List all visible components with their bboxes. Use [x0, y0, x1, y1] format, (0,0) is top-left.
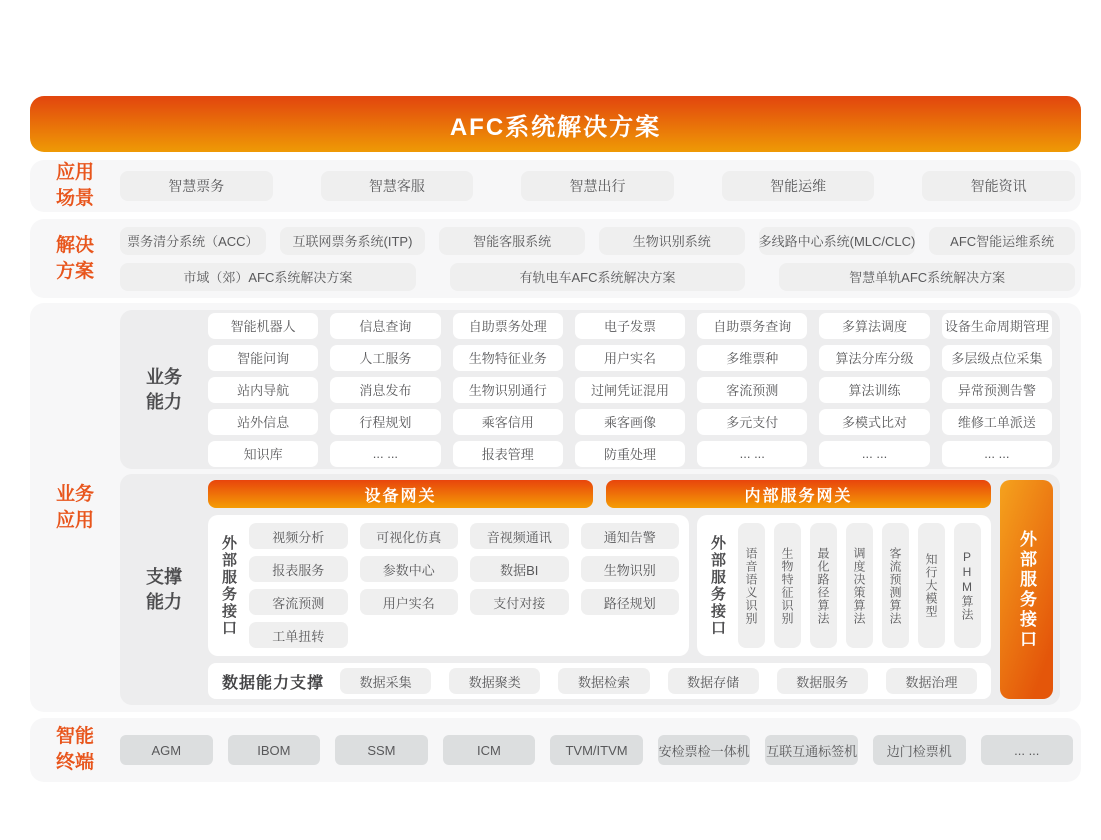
- panel-support-capability: [120, 474, 1060, 705]
- terminal-pill: SSM: [335, 735, 428, 765]
- terminal-pill: 安检票检一体机: [658, 735, 751, 765]
- terminal-pill-strip: [120, 735, 1081, 765]
- capability-pill: 用户实名: [575, 345, 685, 371]
- business-capability-label: 业务 能力: [146, 367, 182, 412]
- solutions-row-2: [120, 263, 1075, 291]
- capability-pill: 防重处理: [575, 441, 685, 467]
- business-application-content: [120, 303, 1081, 712]
- capability-pill: ... ...: [942, 441, 1052, 467]
- solution-pill: 有轨电车AFC系统解决方案: [450, 263, 746, 291]
- solution-pill: 票务清分系统（ACC）: [120, 227, 266, 255]
- external-service-pill: 客流预测: [249, 589, 348, 615]
- solution-pill: 智慧单轨AFC系统解决方案: [779, 263, 1075, 291]
- algorithm-pill: 客流预测算法: [882, 523, 909, 648]
- external-service-interface-side-bar: 外部服务接口: [1000, 480, 1053, 699]
- external-service-pill: 支付对接: [470, 589, 569, 615]
- capability-pill: 知识库: [208, 441, 318, 467]
- algorithm-service-label: 外部服务接口: [709, 534, 726, 637]
- business-capability-grid: [208, 313, 1060, 467]
- solution-pill: 互联网票务系统(ITP): [280, 227, 426, 255]
- capability-pill: 智能机器人: [208, 313, 318, 339]
- algorithm-pill: PHM算法: [954, 523, 981, 648]
- terminal-pill: 互联互通标签机: [765, 735, 858, 765]
- device-gateway-bar: 设备网关: [208, 480, 593, 508]
- capability-pill: 多层级点位采集: [942, 345, 1052, 371]
- capability-pill: ... ...: [697, 441, 807, 467]
- capability-pill: 信息查询: [330, 313, 440, 339]
- afc-solution-diagram: [30, 0, 1081, 782]
- solutions-label: 解决 方案: [55, 234, 94, 282]
- external-service-pill: 用户实名: [360, 589, 459, 615]
- data-capability-pill: 数据采集: [340, 668, 431, 694]
- external-service-pill: 生物识别: [581, 556, 680, 582]
- section-application-scenarios: [30, 160, 1081, 212]
- data-capability-pill: 数据检索: [558, 668, 649, 694]
- application-scenarios-label: 应用 场景: [55, 162, 94, 209]
- data-capability-pill: 数据治理: [886, 668, 977, 694]
- page-title-banner: [30, 96, 1081, 152]
- terminal-pill: ... ...: [981, 735, 1074, 765]
- solutions-row-1: [120, 227, 1075, 255]
- external-service-grid: [249, 523, 679, 648]
- algorithm-pill-strip: [738, 523, 981, 648]
- solution-pill: AFC智能运维系统: [929, 227, 1075, 255]
- capability-pill: 消息发布: [330, 377, 440, 403]
- service-interface-row: [208, 515, 991, 656]
- business-application-label: 业务 应用: [55, 483, 94, 531]
- terminal-pill: 边门检票机: [873, 735, 966, 765]
- capability-pill: ... ...: [330, 441, 440, 467]
- external-service-pill: 路径规划: [581, 589, 680, 615]
- capability-pill: 算法分库分级: [819, 345, 929, 371]
- data-capability-pills: [340, 668, 977, 694]
- capability-pill: 多元支付: [697, 409, 807, 435]
- terminal-pill: TVM/ITVM: [550, 735, 643, 765]
- external-service-pill: 通知告警: [581, 523, 680, 549]
- capability-pill: 过闸凭证混用: [575, 377, 685, 403]
- capability-pill: 报表管理: [453, 441, 563, 467]
- gateway-row: [208, 480, 991, 508]
- support-capability-label: 支撑 能力: [146, 567, 182, 612]
- data-capability-pill: 数据聚类: [449, 668, 540, 694]
- algorithm-pill: 知行大模型: [918, 523, 945, 648]
- capability-pill: 算法训练: [819, 377, 929, 403]
- capability-pill: 多模式比对: [819, 409, 929, 435]
- capability-pill: 生物识别通行: [453, 377, 563, 403]
- capability-pill: 异常预测告警: [942, 377, 1052, 403]
- section-solutions: [30, 219, 1081, 298]
- data-capability-label: 数据能力支撑: [222, 674, 325, 692]
- solution-pill: 多线路中心系统(MLC/CLC): [759, 227, 916, 255]
- capability-pill: 维修工单派送: [942, 409, 1052, 435]
- section-smart-terminals: [30, 718, 1081, 782]
- capability-pill: 乘客画像: [575, 409, 685, 435]
- scenario-pill: 智能运维: [722, 171, 875, 201]
- external-service-interface-panel: [208, 515, 689, 656]
- external-service-pill: 报表服务: [249, 556, 348, 582]
- solutions-content: [120, 227, 1081, 291]
- capability-pill: 行程规划: [330, 409, 440, 435]
- data-capability-pill: 数据存储: [668, 668, 759, 694]
- capability-pill: 站外信息: [208, 409, 318, 435]
- page-title: AFC系统解决方案: [449, 113, 662, 141]
- capability-pill: 生物特征业务: [453, 345, 563, 371]
- scenario-pill-strip: [120, 171, 1081, 201]
- capability-pill: 乘客信用: [453, 409, 563, 435]
- capability-pill: 多维票种: [697, 345, 807, 371]
- scenario-pill: 智能资讯: [922, 171, 1075, 201]
- solution-pill: 生物识别系统: [599, 227, 745, 255]
- data-capability-bar: [208, 663, 991, 699]
- solution-pill: 智能客服系统: [439, 227, 585, 255]
- capability-pill: 客流预测: [697, 377, 807, 403]
- external-service-pill: 视频分析: [249, 523, 348, 549]
- scenario-pill: 智慧客服: [321, 171, 474, 201]
- algorithm-pill: 调度决策算法: [846, 523, 873, 648]
- internal-service-gateway-bar: 内部服务网关: [606, 480, 991, 508]
- smart-terminals-label: 智能 终端: [55, 726, 94, 773]
- solution-pill: 市域（郊）AFC系统解决方案: [120, 263, 416, 291]
- capability-pill: 电子发票: [575, 313, 685, 339]
- external-service-pill: 数据BI: [470, 556, 569, 582]
- external-service-pill: 可视化仿真: [360, 523, 459, 549]
- algorithm-service-panel: [697, 515, 991, 656]
- algorithm-pill: 生物特征识别: [774, 523, 801, 648]
- terminal-pill: AGM: [120, 735, 213, 765]
- algorithm-pill: 最化路径算法: [810, 523, 837, 648]
- scenario-pill: 智慧票务: [120, 171, 273, 201]
- external-service-pill: 参数中心: [360, 556, 459, 582]
- capability-pill: 人工服务: [330, 345, 440, 371]
- capability-pill: ... ...: [819, 441, 929, 467]
- terminal-pill: IBOM: [228, 735, 321, 765]
- external-service-pill: 音视频通讯: [470, 523, 569, 549]
- terminal-pill: ICM: [443, 735, 536, 765]
- capability-pill: 设备生命周期管理: [942, 313, 1052, 339]
- capability-pill: 自助票务处理: [453, 313, 563, 339]
- scenario-pill: 智慧出行: [521, 171, 674, 201]
- capability-pill: 智能问询: [208, 345, 318, 371]
- capability-pill: 多算法调度: [819, 313, 929, 339]
- section-business-application: [30, 303, 1081, 712]
- capability-pill: 自助票务查询: [697, 313, 807, 339]
- algorithm-pill: 语音语义识别: [738, 523, 765, 648]
- capability-pill: 站内导航: [208, 377, 318, 403]
- support-capability-content: [208, 480, 991, 699]
- external-service-pill: 工单扭转: [249, 622, 348, 648]
- data-capability-pill: 数据服务: [777, 668, 868, 694]
- panel-business-capability: [120, 310, 1060, 469]
- external-service-interface-label: 外部服务接口: [220, 534, 237, 637]
